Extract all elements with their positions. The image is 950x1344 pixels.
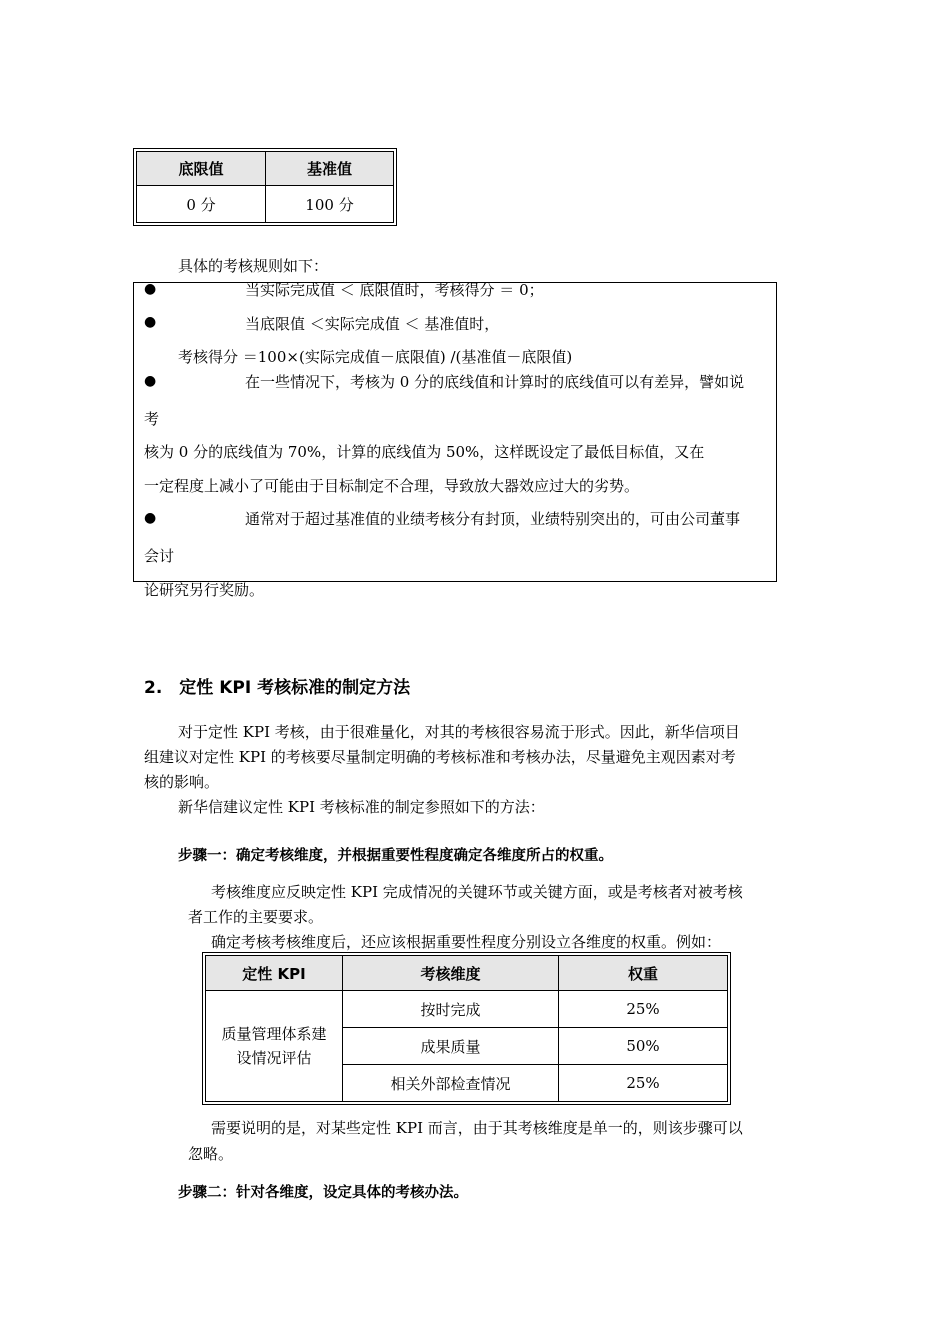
cell-dimension: 按时完成	[343, 991, 559, 1028]
cell-weight: 50%	[559, 1028, 728, 1065]
rule-3-line-1: 在一些情况下，考核为 0 分的底线值和计算时的底线值可以有差异，譬如说	[245, 373, 745, 391]
section-2-para-2: 新华信建议定性 KPI 考核标准的制定参照如下的方法：	[178, 798, 545, 816]
rules-intro: 具体的考核规则如下：	[178, 257, 329, 275]
rule-2: 当底限值 ＜实际完成值 ＜ 基准值时，	[245, 315, 500, 333]
note-line-2: 忽略。	[188, 1145, 234, 1163]
step-1-para-2: 确定考核考核维度后，还应该根据重要性程度分别设立各维度的权重。例如：	[211, 933, 722, 951]
cell-kpi-name	[206, 991, 343, 1102]
rule-4-line-1: 通常对于超过基准值的业绩考核分有封顶，业绩特别突出的，可由公司董事	[245, 510, 741, 528]
cell-baseline-score: 100 分	[266, 186, 394, 223]
weight-table	[205, 955, 728, 1102]
cell-floor-score: 0 分	[137, 186, 266, 223]
step-1-heading: 步骤一：确定考核维度，并根据重要性程度确定各维度所占的权重。	[178, 848, 613, 864]
section-2-title: 2. 定性 KPI 考核标准的制定方法	[144, 678, 411, 698]
bullet-icon: ●	[144, 281, 157, 297]
kpi-name-line-2: 设情况评估	[236, 1049, 312, 1067]
rule-4-line-3: 论研究另行奖励。	[144, 581, 265, 599]
threshold-table	[136, 151, 394, 223]
step-1-para-1-line-2: 者工作的主要要求。	[188, 908, 324, 926]
header-weight: 权重	[559, 956, 728, 991]
section-2-para-1-line-3: 核的影响。	[144, 773, 220, 791]
cell-dimension: 相关外部检查情况	[343, 1065, 559, 1102]
section-2-para-1-line-1: 对于定性 KPI 考核，由于很难量化，对其的考核很容易流于形式。因此，新华信项目	[178, 723, 740, 741]
cell-weight: 25%	[559, 991, 728, 1028]
header-kpi: 定性 KPI	[206, 956, 343, 991]
rule-4-line-2: 会讨	[144, 547, 175, 565]
cell-weight: 25%	[559, 1065, 728, 1102]
score-formula: 考核得分 ＝100×(实际完成值－底限值) /(基准值－底限值)	[178, 348, 573, 366]
step-2-heading: 步骤二：针对各维度，设定具体的考核办法。	[178, 1185, 468, 1201]
bullet-icon: ●	[144, 373, 157, 389]
section-2-para-1-line-2: 组建议对定性 KPI 的考核要尽量制定明确的考核标准和考核办法，尽量避免主观因素对考	[144, 748, 736, 766]
rule-3-line-4: 一定程度上减小了可能由于目标制定不合理，导致放大器效应过大的劣势。	[144, 477, 640, 495]
cell-dimension: 成果质量	[343, 1028, 559, 1065]
note-line-1: 需要说明的是，对某些定性 KPI 而言，由于其考核维度是单一的，则该步骤可以	[211, 1119, 743, 1137]
header-baseline-value: 基准值	[266, 152, 394, 186]
bullet-icon: ●	[144, 314, 157, 330]
rule-1: 当实际完成值 ＜ 底限值时，考核得分 ＝ 0；	[245, 281, 544, 299]
bullet-icon: ●	[144, 510, 157, 526]
rule-3-line-2: 考	[144, 410, 160, 428]
header-floor-value: 底限值	[137, 152, 266, 186]
kpi-name-line-1: 质量管理体系建	[221, 1025, 327, 1043]
header-dimension: 考核维度	[343, 956, 559, 991]
step-1-para-1-line-1: 考核维度应反映定性 KPI 完成情况的关键环节或关键方面，或是考核者对被考核	[211, 883, 743, 901]
rule-3-line-3: 核为 0 分的底线值为 70%，计算的底线值为 50%，这样既设定了最低目标值，又在	[144, 443, 705, 461]
